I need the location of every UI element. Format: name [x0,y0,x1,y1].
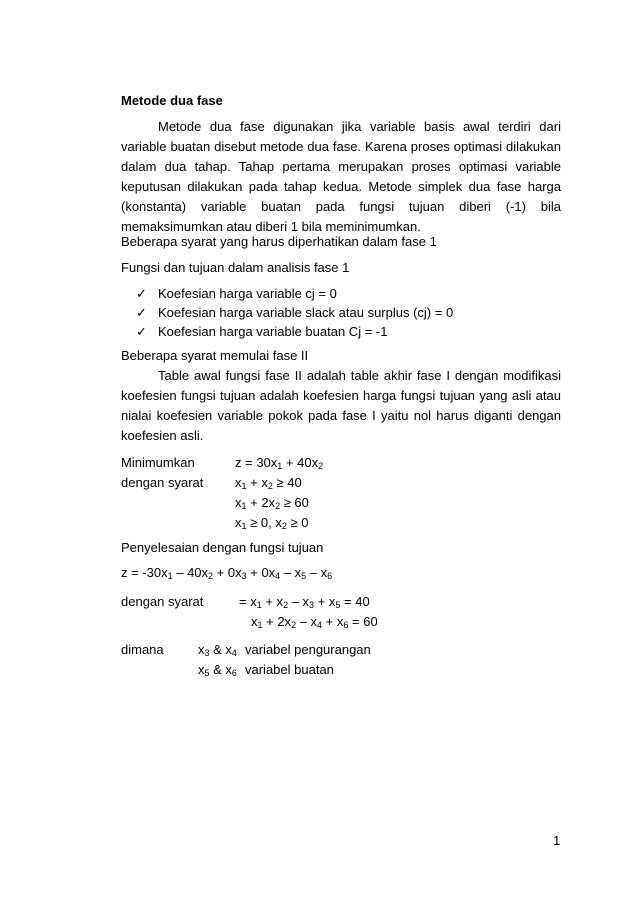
list-item: ✓ Koefesian harga variable buatan Cj = -1 [136,324,388,339]
intro-paragraph [121,117,561,237]
list-item: ✓ Koefesian harga variable cj = 0 [136,286,337,301]
constraint-1: $x_1 + x_2 \ge 40$ [235,475,302,491]
constraint-label: dengan syarat [121,475,204,490]
constraint-3: $x_1 \ge 0$, $x_2 \ge 0$ [235,515,309,531]
page-title: Metode dua fase [121,93,223,108]
phase1-requirements-line: Beberapa syarat yang harus diperhatikan dalam fase 1 [121,234,437,249]
page-number: 1 [553,833,561,848]
where-desc-1: variabel pengurangan [245,642,371,657]
solution-constraint-label: dengan syarat [121,594,204,609]
solution-constraint-2: $x_1 + 2x_2 - x_4 + x_6 = 60$ [251,614,378,630]
where-desc-2: variabel buatan [245,662,334,677]
solution-heading: Penyelesaian dengan fungsi tujuan [121,540,324,555]
phase2-start-line: Beberapa syarat memulai fase II [121,348,309,363]
solution-objective: $z = -30x_1 - 40x_2 + 0x_3 + 0x_4 - x_5 - x_6$ [121,565,333,581]
minimize-label: Minimumkan [121,455,195,470]
checklist [136,284,453,341]
solution-constraint-1: = $x_1 + x_2 - x_3 + x_5 = 40$ [239,594,370,610]
objective-function: $z = 30x_1 + 40x_2$ [235,455,324,471]
phase1-objective-line: Fungsi dan tujuan dalam analisis fase 1 [121,260,350,275]
checkmark-icon: ✓ [136,305,147,320]
where-label: dimana [121,642,164,657]
list-item: ✓ Koefesian harga variable slack atau surplus (cj) = 0 [136,305,454,320]
constraint-2: $x_1 + 2x_2 \ge 60$ [235,495,309,511]
where-vars-1: $x_3$ & $x_4$ [198,642,237,658]
phase2-paragraph [121,366,561,446]
where-vars-2: $x_5$ & $x_6$ [198,662,237,678]
checkmark-icon: ✓ [136,324,147,339]
intro-paragraph-text: Metode dua fase digunakan jika variable basis awal terdiri dari variable buatan disebut metode dua fase. Karena proses optimasi dilakukan dalam dua tahap. Tahap pertama merupakan proses optimasi variable keputusan dilakukan pada tahap kedua. Metode simplek dua fase harga (konstanta) variable buatan pada fungsi tujuan diberi (-1) bila memaksimumkan atau diberi 1 bila meminimumkan. [121,119,561,234]
checkmark-icon: ✓ [136,286,147,301]
phase2-paragraph-text: Table awal fungsi fase II adalah table akhir fase I dengan modifikasi koefesien fungsi tujuan adalah koefesien harga fungsi tujuan yang asli atau nialai koefesien variable pokok pada fase I yaitu nol harus diganti dengan koefesien asli. [121,368,561,443]
